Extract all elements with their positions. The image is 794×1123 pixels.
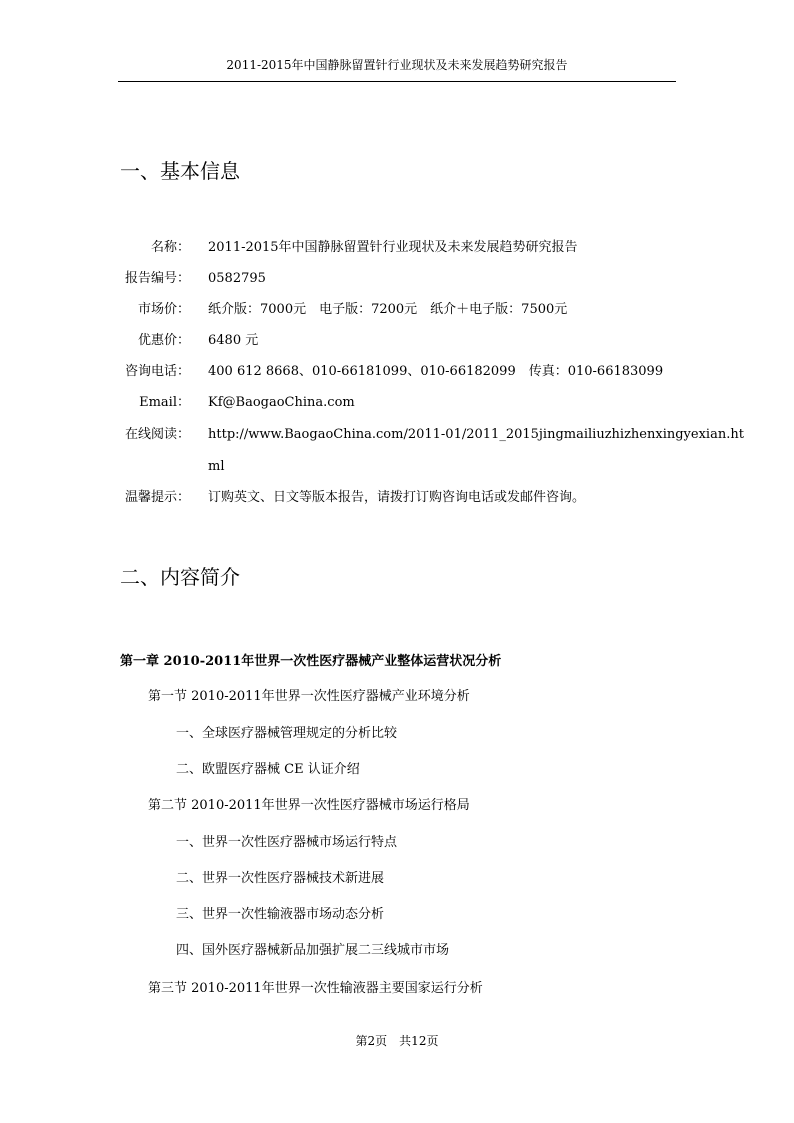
toc-item: 二、世界一次性医疗器械技术新进展 [176, 871, 385, 886]
info-row-url [100, 425, 744, 447]
info-label-phone: 咨询电话： [124, 364, 190, 379]
info-value-name: 2011-2015年中国静脉留置针行业现状及未来发展趋势研究报告 [208, 240, 578, 255]
toc-item: 一、全球医疗器械管理规定的分析比较 [176, 726, 398, 741]
info-row-discount [100, 331, 700, 353]
section-heading-basic-info: 一、基本信息 [120, 159, 240, 183]
info-row-code [100, 269, 700, 291]
page-header: 2011-2015年中国静脉留置针行业现状及未来发展趋势研究报告 [226, 58, 568, 72]
toc-section-1: 第一节 2010-2011年世界一次性医疗器械产业环境分析 [148, 689, 470, 704]
toc-item: 一、世界一次性医疗器械市场运行特点 [176, 835, 398, 850]
info-label-tip: 温馨提示： [124, 490, 190, 505]
info-value-url-line1[interactable]: http://www.BaogaoChina.com/2011-01/2011_2015jingmailiuzhizhenxingyexian.ht [208, 427, 744, 442]
info-row-phone [100, 362, 700, 384]
toc-item: 三、世界一次性输液器市场动态分析 [176, 907, 385, 922]
info-value-email[interactable]: Kf@BaogaoChina.com [208, 395, 355, 410]
info-label-email: Email： [139, 395, 190, 410]
info-value-discount: 6480 元 [208, 333, 259, 348]
info-row-url-cont [100, 457, 700, 479]
info-label-name: 名称： [150, 240, 190, 255]
toc-item: 二、欧盟医疗器械 CE 认证介绍 [176, 762, 360, 777]
toc-chapter-1: 第一章 2010-2011年世界一次性医疗器械产业整体运营状况分析 [120, 654, 502, 669]
info-label-code: 报告编号： [124, 271, 190, 286]
info-label-url: 在线阅读： [124, 427, 190, 442]
info-value-tip: 订购英文、日文等版本报告，请拨打订购咨询电话或发邮件咨询。 [208, 490, 586, 505]
info-label-discount: 优惠价： [137, 333, 190, 348]
toc-section-2: 第二节 2010-2011年世界一次性医疗器械市场运行格局 [148, 798, 470, 813]
info-row-price [100, 300, 700, 322]
info-value-price: 纸介版：7000元 电子版：7200元 纸介＋电子版：7500元 [208, 302, 568, 317]
page-footer: 第2页 共12页 [355, 1034, 439, 1048]
info-row-tip [100, 488, 700, 510]
info-label-price: 市场价： [137, 302, 190, 317]
section-heading-content-intro: 二、内容简介 [120, 565, 240, 589]
info-row-email [100, 393, 700, 415]
header-divider [118, 81, 676, 82]
info-value-phone: 400 612 8668、010-66181099、010-66182099 传真：010-66183099 [208, 364, 664, 379]
info-row-name [100, 238, 700, 260]
toc-item: 四、国外医疗器械新品加强扩展二三线城市市场 [176, 943, 450, 958]
info-value-code: 0582795 [208, 271, 266, 286]
info-value-url-line2[interactable]: ml [208, 459, 225, 474]
toc-section-3: 第三节 2010-2011年世界一次性输液器主要国家运行分析 [148, 981, 483, 996]
